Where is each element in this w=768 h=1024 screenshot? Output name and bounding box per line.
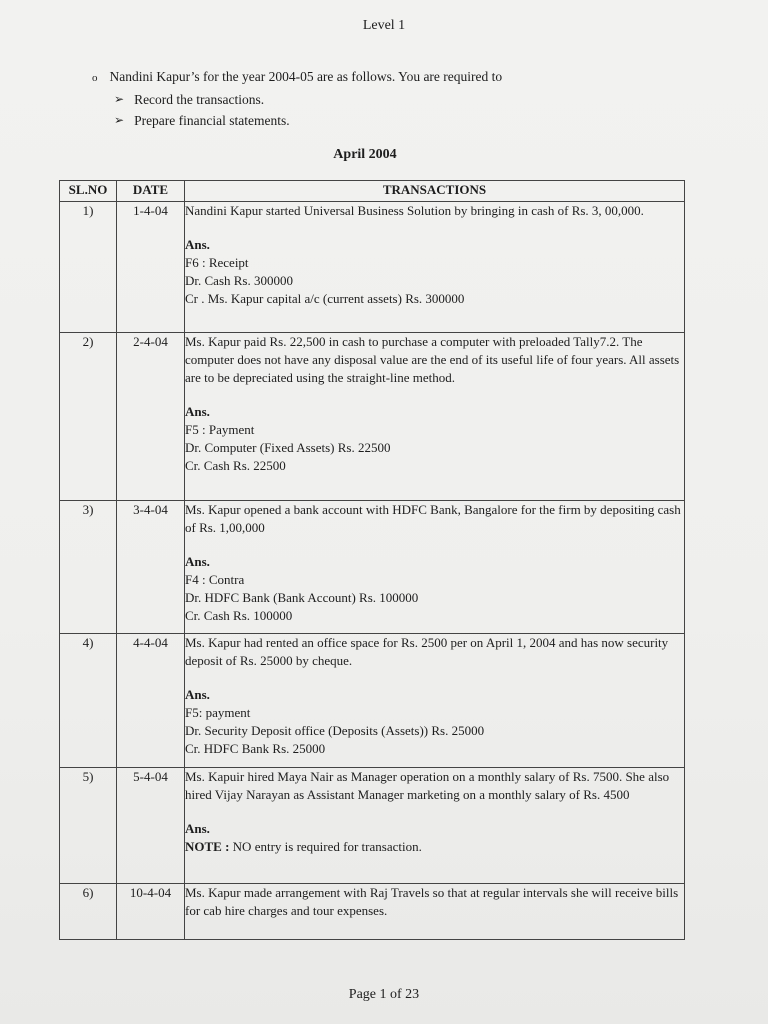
answer-block — [185, 236, 684, 308]
transaction-text: Ms. Kapur opened a bank account with HDFC Bank, Bangalore for the firm by depositing cash of Rs. 1,00,000 — [185, 502, 681, 535]
row-sl: 4) — [60, 634, 117, 768]
column-header-sl: SL.NO — [60, 181, 117, 202]
answer-title: Ans. — [185, 237, 210, 252]
intro-bullet — [92, 66, 502, 89]
subitem-text: Record the transactions. — [134, 92, 265, 107]
table-row — [60, 634, 685, 768]
answer-line: Dr. HDFC Bank (Bank Account) Rs. 100000 — [185, 590, 419, 605]
answer-line: Cr . Ms. Kapur capital a/c (current assets) Rs. 300000 — [185, 291, 465, 306]
table-row — [60, 768, 685, 884]
row-date: 4-4-04 — [117, 634, 185, 768]
note-label: NOTE : — [185, 839, 230, 854]
circle-bullet-icon: o — [92, 72, 98, 84]
column-header-date: DATE — [117, 181, 185, 202]
transaction-text: Ms. Kapur paid Rs. 22,500 in cash to purchase a computer with preloaded Tally7.2. The computer does not have any disposal value are the end of its useful life of four years. All assets are to be depreciated using the straight-line method. — [185, 334, 680, 385]
row-date: 5-4-04 — [117, 768, 185, 884]
answer-title: Ans. — [185, 687, 210, 702]
intro-subitem — [114, 89, 502, 110]
answer-block — [185, 553, 684, 625]
row-description — [185, 333, 685, 501]
row-description — [185, 884, 685, 940]
answer-block — [185, 820, 684, 856]
note-text: NO entry is required for transaction. — [229, 839, 422, 854]
row-sl: 1) — [60, 202, 117, 333]
answer-line: Dr. Computer (Fixed Assets) Rs. 22500 — [185, 440, 391, 455]
row-sl: 5) — [60, 768, 117, 884]
row-date: 2-4-04 — [117, 333, 185, 501]
table-row — [60, 333, 685, 501]
answer-block — [185, 403, 684, 475]
answer-line: Cr. Cash Rs. 22500 — [185, 458, 286, 473]
table-row — [60, 884, 685, 940]
intro-section — [92, 66, 502, 131]
answer-line: F4 : Contra — [185, 572, 245, 587]
transaction-text: Ms. Kapur made arrangement with Raj Travels so that at regular intervals she will receive bills for cab hire charges and tour expenses. — [185, 885, 679, 918]
answer-line: Cr. Cash Rs. 100000 — [185, 608, 293, 623]
transaction-text: Ms. Kapuir hired Maya Nair as Manager operation on a monthly salary of Rs. 7500. She also hired Vijay Narayan as Assistant Manager marketing on a monthly salary of Rs. 4500 — [185, 769, 670, 802]
row-sl: 2) — [60, 333, 117, 501]
row-date: 1-4-04 — [117, 202, 185, 333]
transaction-text: Nandini Kapur started Universal Business Solution by bringing in cash of Rs. 3, 00,000. — [185, 203, 644, 218]
row-date: 3-4-04 — [117, 501, 185, 634]
answer-block — [185, 686, 684, 758]
transactions-table — [59, 180, 685, 940]
answer-line: F5 : Payment — [185, 422, 255, 437]
row-date: 10-4-04 — [117, 884, 185, 940]
answer-line: Dr. Security Deposit office (Deposits (Assets)) Rs. 25000 — [185, 723, 485, 738]
answer-line: Cr. HDFC Bank Rs. 25000 — [185, 741, 326, 756]
subitem-text: Prepare financial statements. — [134, 113, 290, 128]
month-title: April 2004 — [333, 147, 397, 162]
answer-title: Ans. — [185, 554, 210, 569]
row-description — [185, 768, 685, 884]
row-sl: 6) — [60, 884, 117, 940]
note-line — [185, 838, 684, 856]
answer-line: Dr. Cash Rs. 300000 — [185, 273, 293, 288]
answer-title: Ans. — [185, 404, 210, 419]
arrow-bullet-icon: ➢ — [114, 92, 125, 106]
intro-text: Nandini Kapur’s for the year 2004-05 are as follows. You are required to — [109, 69, 503, 84]
column-header-transactions: TRANSACTIONS — [185, 181, 685, 202]
transaction-text: Ms. Kapur had rented an office space for Rs. 2500 per on April 1, 2004 and has now security deposit of Rs. 25000 by cheque. — [185, 635, 669, 668]
answer-line: F5: payment — [185, 705, 251, 720]
arrow-bullet-icon: ➢ — [114, 113, 125, 127]
row-description — [185, 202, 685, 333]
intro-subitem — [114, 110, 502, 131]
answer-title: Ans. — [185, 821, 210, 836]
row-description — [185, 634, 685, 768]
page-header: Level 1 — [362, 18, 406, 33]
row-description — [185, 501, 685, 634]
row-sl: 3) — [60, 501, 117, 634]
table-header-row — [60, 181, 685, 202]
table-row — [60, 202, 685, 333]
page-footer: Page 1 of 23 — [348, 987, 420, 1002]
table-row — [60, 501, 685, 634]
answer-line: F6 : Receipt — [185, 255, 249, 270]
